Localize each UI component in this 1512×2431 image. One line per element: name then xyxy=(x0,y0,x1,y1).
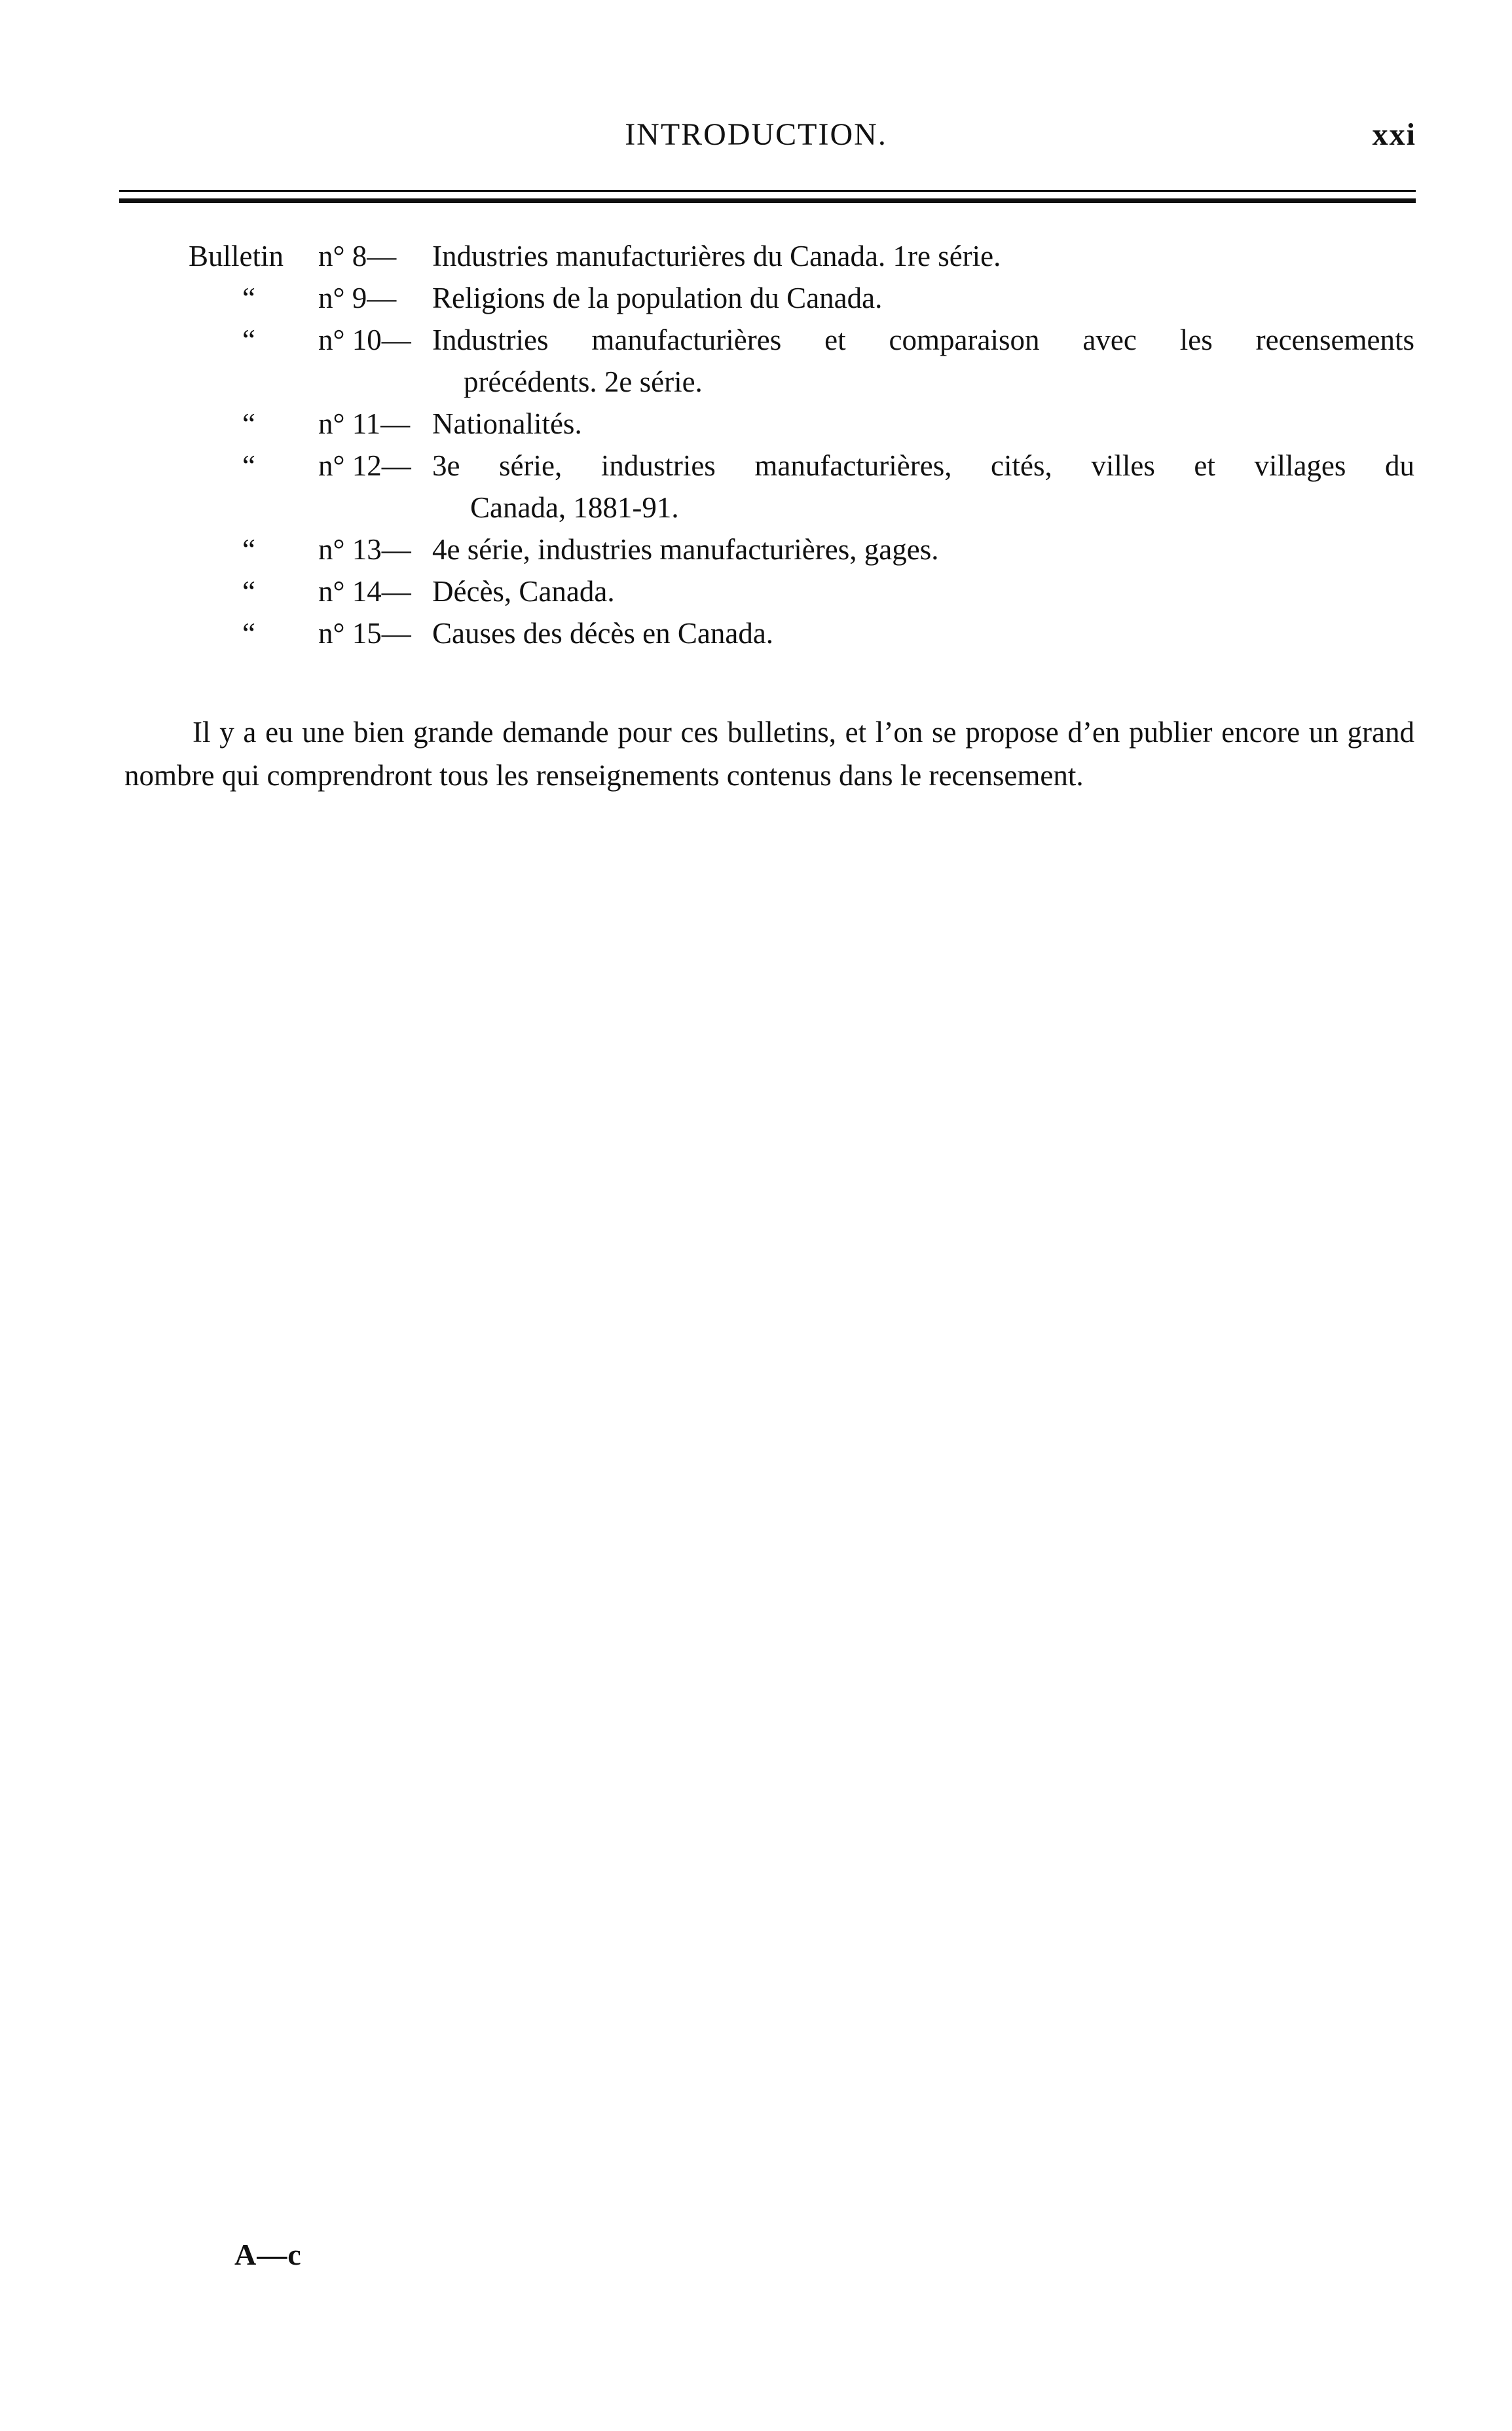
ditto-mark: “ xyxy=(242,449,255,482)
page-number: xxi xyxy=(1372,117,1416,152)
ditto-mark: “ xyxy=(242,617,255,650)
header-rule-thin xyxy=(119,190,1416,192)
bulletin-title: 3e série, industries manufacturières, cités, villes et villages du xyxy=(432,449,1414,482)
bulletin-number: n° 13— xyxy=(318,533,411,566)
bulletin-title: Causes des décès en Canada. xyxy=(432,617,774,650)
bulletin-title: Décès, Canada. xyxy=(432,575,615,608)
body-paragraph: Il y a eu une bien grande demande pour ces bulletins, et l’on se propose d’en publier encore un grand nombre qui comprendront tous les renseignements contenus dans le recensement. xyxy=(124,716,1414,792)
bulletin-continuation-text: Canada, 1881-91. xyxy=(470,491,679,524)
bulletin-number: n° 9— xyxy=(318,282,397,314)
bulletin-title: Nationalités. xyxy=(432,407,582,440)
bulletin-number: n° 10— xyxy=(318,324,411,356)
bulletin-number: n° 14— xyxy=(318,575,411,608)
signature-mark: A—c xyxy=(234,2238,302,2271)
bulletin-number: n° 8— xyxy=(318,240,397,272)
ditto-mark: “ xyxy=(242,324,255,356)
running-header-title: INTRODUCTION. xyxy=(625,117,887,152)
ditto-mark: “ xyxy=(242,282,255,314)
bulletin-number: n° 15— xyxy=(318,617,411,650)
bulletin-number: n° 12— xyxy=(318,449,411,482)
ditto-mark: “ xyxy=(242,575,255,608)
bulletin-prefix: Bulletin xyxy=(189,240,284,272)
bulletin-title: Religions de la population du Canada. xyxy=(432,282,883,314)
header-rule-thick xyxy=(119,198,1416,203)
bulletin-number: n° 11— xyxy=(318,407,411,440)
bulletin-continuation-text: précédents. 2e série. xyxy=(464,365,703,398)
ditto-mark: “ xyxy=(242,533,255,566)
bulletin-title: 4e série, industries manufacturières, gages. xyxy=(432,533,939,566)
bulletin-title: Industries manufacturières et comparaison avec les recensements xyxy=(432,324,1414,356)
bulletin-title: Industries manufacturières du Canada. 1re série. xyxy=(432,240,1001,272)
ditto-mark: “ xyxy=(242,407,255,440)
